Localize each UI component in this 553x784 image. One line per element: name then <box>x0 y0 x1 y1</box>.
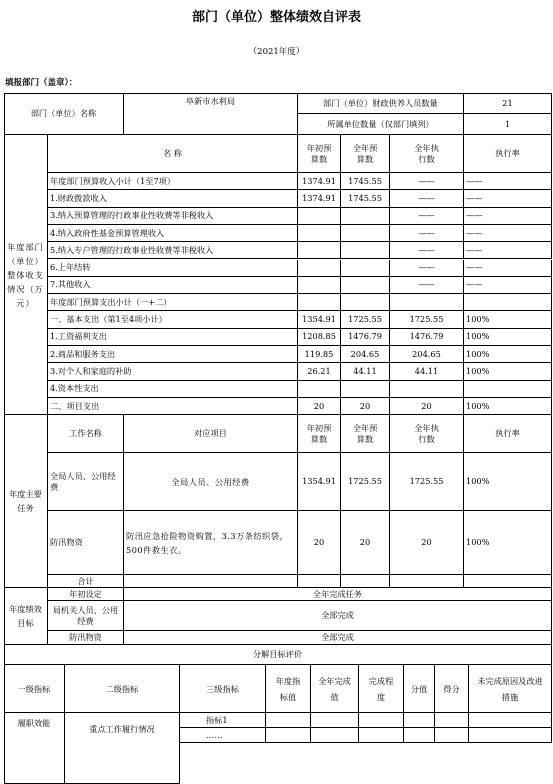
budget-row-initial <box>298 294 341 311</box>
budget-row-initial: 20 <box>298 398 341 415</box>
eval-level1: 履职效能 <box>4 713 65 784</box>
budget-row-rate: 100% <box>464 363 552 380</box>
budget-row-name: 6.上年结转 <box>48 260 298 277</box>
budget-row-budget: 1745.55 <box>341 190 390 207</box>
budget-row-initial <box>298 225 341 242</box>
goals-section-label: 年度绩效目标 <box>4 588 48 645</box>
budget-row-name: 5.纳入专户管理的行政事业性收费等非税收入 <box>48 242 298 259</box>
budget-row-initial <box>298 208 341 225</box>
task-col-name: 工作名称 <box>48 415 124 453</box>
budget-col-initial: 年初预算数 <box>298 135 341 173</box>
task-row-budget: 1725.55 <box>341 453 390 511</box>
task-col-executed: 全年执行数 <box>390 415 464 453</box>
budget-row-initial: 119.85 <box>298 346 341 363</box>
eval-col-header: 完成程度 <box>359 665 404 713</box>
budget-row-executed: —— <box>390 208 464 225</box>
task-col-full-budget: 全年预算数 <box>341 415 390 453</box>
eval-empty-cell <box>266 713 311 728</box>
eval-empty-cell <box>311 713 359 728</box>
dept-name-label: 部门（单位）名称 <box>4 93 124 135</box>
eval-col-header: 一级指标 <box>4 665 65 713</box>
goal-row-value: 全部完成 <box>124 601 552 631</box>
budget-row-name: 一、基本支出（第1至4项小计） <box>48 311 298 328</box>
budget-col-name: 名 称 <box>48 135 298 173</box>
eval-col-header: 年度指标值 <box>266 665 311 713</box>
budget-row-budget <box>341 381 390 398</box>
eval-level3: 指标1 <box>180 713 266 728</box>
eval-title: 分解目标评价 <box>4 645 552 665</box>
budget-row-name: 1.财政拨款收入 <box>48 190 298 207</box>
budget-row-rate: —— <box>464 277 552 294</box>
unit-count-label: 所属单位数量（仅部门填列） <box>298 114 464 135</box>
budget-row-initial: 26.21 <box>298 363 341 380</box>
eval-empty-cell <box>359 728 404 743</box>
task-col-rate: 执行率 <box>464 415 552 453</box>
unit-count-value: 1 <box>464 114 552 135</box>
goal-row-name: 防汛物资 <box>48 631 124 645</box>
budget-row-name: 4.资本性支出 <box>48 381 298 398</box>
eval-empty-cell <box>404 713 435 728</box>
task-row-initial: 1354.91 <box>298 453 341 511</box>
budget-row-budget <box>341 208 390 225</box>
budget-row-initial: 1374.91 <box>298 190 341 207</box>
budget-row-budget <box>341 277 390 294</box>
budget-row-rate <box>464 294 552 311</box>
eval-col-header: 未完成原因及改进措施 <box>469 665 552 713</box>
eval-col-header: 分值 <box>404 665 435 713</box>
budget-row-initial: 1354.91 <box>298 311 341 328</box>
eval-col-header: 得分 <box>435 665 469 713</box>
budget-row-budget: 1725.55 <box>341 311 390 328</box>
budget-row-name: 4.纳入政府性基金预算管理收入 <box>48 225 298 242</box>
eval-empty-cell <box>469 713 552 728</box>
task-row-rate: 100% <box>464 511 552 575</box>
eval-col-header: 二级指标 <box>65 665 180 713</box>
budget-row-executed: —— <box>390 260 464 277</box>
budget-row-executed: 20 <box>390 398 464 415</box>
task-row-initial: 20 <box>298 511 341 575</box>
task-row-name: 防汛物资 <box>48 511 124 575</box>
eval-empty-cell <box>435 713 469 728</box>
budget-row-rate <box>464 381 552 398</box>
eval-empty-cell <box>266 728 311 743</box>
budget-row-executed: 204.65 <box>390 346 464 363</box>
eval-empty-cell <box>311 728 359 743</box>
task-total-initial <box>298 575 341 588</box>
budget-row-name: 年度部门预算收入小计（1至7项） <box>48 173 298 190</box>
goal-row-value: 全年完成任务 <box>124 588 552 601</box>
page-title: 部门（单位）整体绩效自评表 <box>191 10 361 25</box>
task-total-budget <box>341 575 390 588</box>
budget-row-executed: 1725.55 <box>390 311 464 328</box>
budget-row-budget <box>341 242 390 259</box>
goal-row-name: 年初设定 <box>48 588 124 601</box>
task-total-executed <box>390 575 464 588</box>
eval-col-header: 全年完成值 <box>311 665 359 713</box>
budget-row-executed: —— <box>390 190 464 207</box>
tasks-section-label: 年度主要任务 <box>4 415 48 588</box>
task-row-executed: 20 <box>390 511 464 575</box>
budget-row-rate: —— <box>464 260 552 277</box>
budget-row-executed: 1476.79 <box>390 329 464 346</box>
budget-row-budget: 1476.79 <box>341 329 390 346</box>
task-row-item: 防汛应急抢险物资购置，3.3万条纺织袋，500件救生衣。 <box>124 511 298 575</box>
budget-row-rate: —— <box>464 173 552 190</box>
staff-count-value: 21 <box>464 93 552 114</box>
budget-row-budget <box>341 294 390 311</box>
eval-col-header: 三级指标 <box>180 665 266 713</box>
budget-row-rate: 100% <box>464 398 552 415</box>
eval-empty-cell <box>359 713 404 728</box>
budget-row-initial <box>298 260 341 277</box>
budget-row-executed <box>390 381 464 398</box>
task-row-item: 全局人员、公用经费 <box>124 453 298 511</box>
budget-row-rate: —— <box>464 225 552 242</box>
budget-row-budget <box>341 225 390 242</box>
budget-row-initial <box>298 277 341 294</box>
budget-row-rate: —— <box>464 242 552 259</box>
dept-name-value: 阜新市水利局 <box>124 93 298 135</box>
budget-row-name: 二、项目支出 <box>48 398 298 415</box>
budget-row-name: 3.纳入预算管理的行政事业性收费等非税收入 <box>48 208 298 225</box>
budget-row-rate: —— <box>464 208 552 225</box>
task-total-item <box>124 575 298 588</box>
eval-empty-cell <box>435 728 469 743</box>
task-row-executed: 1725.55 <box>390 453 464 511</box>
budget-col-rate: 执行率 <box>464 135 552 173</box>
budget-row-executed: —— <box>390 277 464 294</box>
task-row-budget: 20 <box>341 511 390 575</box>
budget-row-name: 7.其他收入 <box>48 277 298 294</box>
budget-row-initial: 1208.85 <box>298 329 341 346</box>
budget-row-name: 1.工资福利支出 <box>48 329 298 346</box>
eval-level2: 重点工作履行情况 <box>65 713 180 784</box>
budget-col-full-budget: 全年预算数 <box>341 135 390 173</box>
budget-col-executed: 全年执行数 <box>390 135 464 173</box>
task-total-label: 合计 <box>48 575 124 588</box>
goal-row-value: 全部完成 <box>124 631 552 645</box>
task-col-item: 对应项目 <box>124 415 298 453</box>
budget-row-initial: 1374.91 <box>298 173 341 190</box>
budget-row-budget: 204.65 <box>341 346 390 363</box>
staff-count-label: 部门（单位）财政供养人员数量 <box>298 93 464 114</box>
budget-row-name: 年度部门预算支出小计（一+二） <box>48 294 298 311</box>
budget-row-name: 2.商品和服务支出 <box>48 346 298 363</box>
budget-section-label: 年度部门（单位）整体收支情况（万元） <box>4 135 48 415</box>
budget-row-executed: —— <box>390 242 464 259</box>
goal-row-name: 局机关人员、公用经费 <box>48 601 124 631</box>
budget-row-executed: —— <box>390 225 464 242</box>
task-col-initial: 年初预算数 <box>298 415 341 453</box>
budget-row-rate: 100% <box>464 311 552 328</box>
budget-row-budget: 1745.55 <box>341 173 390 190</box>
budget-row-rate: 100% <box>464 346 552 363</box>
budget-row-executed: 44.11 <box>390 363 464 380</box>
eval-empty-cell <box>469 728 552 743</box>
budget-row-rate: —— <box>464 190 552 207</box>
budget-row-initial <box>298 381 341 398</box>
eval-level3: …… <box>180 728 266 743</box>
filler-label: 填报部门（盖章）： <box>5 78 78 88</box>
task-row-name: 全局人员、公用经费 <box>48 453 124 511</box>
budget-row-budget: 20 <box>341 398 390 415</box>
budget-row-executed: —— <box>390 173 464 190</box>
budget-row-name: 3.对个人和家庭的补助 <box>48 363 298 380</box>
budget-row-executed <box>390 294 464 311</box>
task-row-rate: 100% <box>464 453 552 511</box>
report-year: （2021年度） <box>248 47 305 57</box>
budget-row-budget <box>341 260 390 277</box>
budget-row-rate: 100% <box>464 329 552 346</box>
budget-row-budget: 44.11 <box>341 363 390 380</box>
task-total-rate <box>464 575 552 588</box>
budget-row-initial <box>298 242 341 259</box>
eval-empty-cell <box>404 728 435 743</box>
